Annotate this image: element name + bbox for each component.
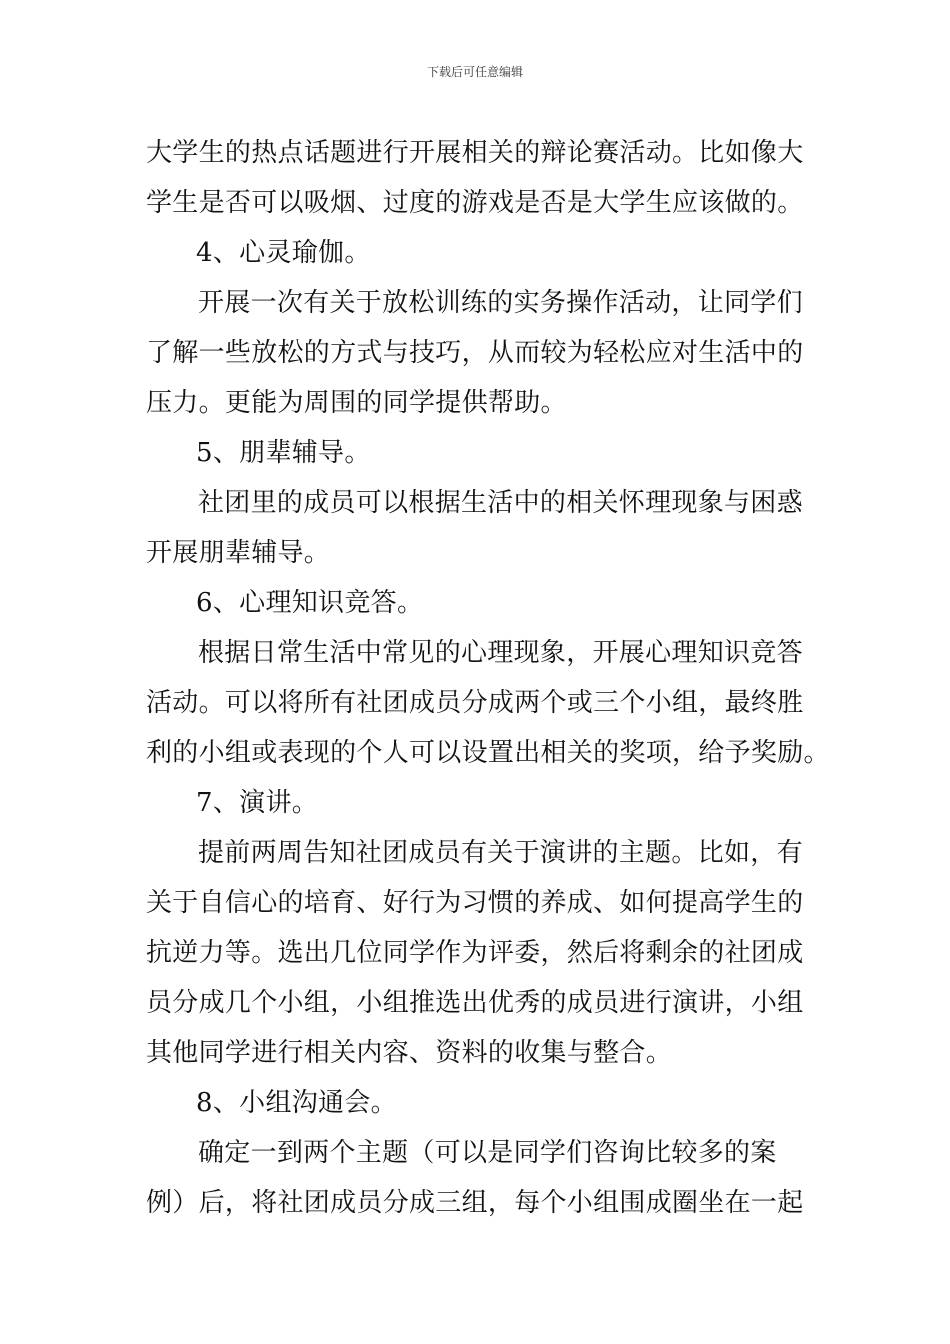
body-line: 大学生的热点话题进行开展相关的辩论赛活动。比如像大: [146, 138, 804, 168]
body-line: 抗逆力等。选出几位同学作为评委，然后将剩余的社团成: [146, 938, 804, 968]
section-heading: 5、朋辈辅导。: [196, 438, 371, 468]
body-line: 根据日常生活中常见的心理现象，开展心理知识竞答: [198, 638, 803, 668]
body-line: 开展一次有关于放松训练的实务操作活动，让同学们: [198, 288, 803, 318]
body-line: 提前两周告知社团成员有关于演讲的主题。比如，有: [198, 838, 803, 868]
body-line: 活动。可以将所有社团成员分成两个或三个小组，最终胜: [146, 688, 804, 718]
document-body: [146, 128, 830, 1228]
body-line: 员分成几个小组，小组推选出优秀的成员进行演讲，小组: [146, 988, 804, 1018]
body-line: 利的小组或表现的个人可以设置出相关的奖项，给予奖励。: [146, 738, 830, 768]
body-line: 确定一到两个主题（可以是同学们咨询比较多的案: [198, 1138, 777, 1168]
body-line: 开展朋辈辅导。: [146, 538, 331, 568]
body-line: 了解一些放松的方式与技巧，从而较为轻松应对生活中的: [146, 338, 804, 368]
section-heading: 4、心灵瑜伽。: [196, 238, 371, 268]
body-line: 压力。更能为周围的同学提供帮助。: [146, 388, 567, 418]
section-heading: 7、演讲。: [196, 788, 319, 818]
section-heading: 8、小组沟通会。: [196, 1088, 397, 1118]
body-line: 学生是否可以吸烟、过度的游戏是否是大学生应该做的。: [146, 188, 804, 218]
body-line: 例）后，将社团成员分成三组，每个小组围成圈坐在一起: [146, 1188, 804, 1218]
section-heading: 6、心理知识竞答。: [196, 588, 424, 618]
page-header: 下载后可任意编辑: [426, 65, 523, 79]
body-line: 关于自信心的培育、好行为习惯的养成、如何提高学生的: [146, 888, 804, 918]
body-line: 其他同学进行相关内容、资料的收集与整合。: [146, 1038, 673, 1068]
body-line: 社团里的成员可以根据生活中的相关怀理现象与困惑: [198, 488, 803, 518]
